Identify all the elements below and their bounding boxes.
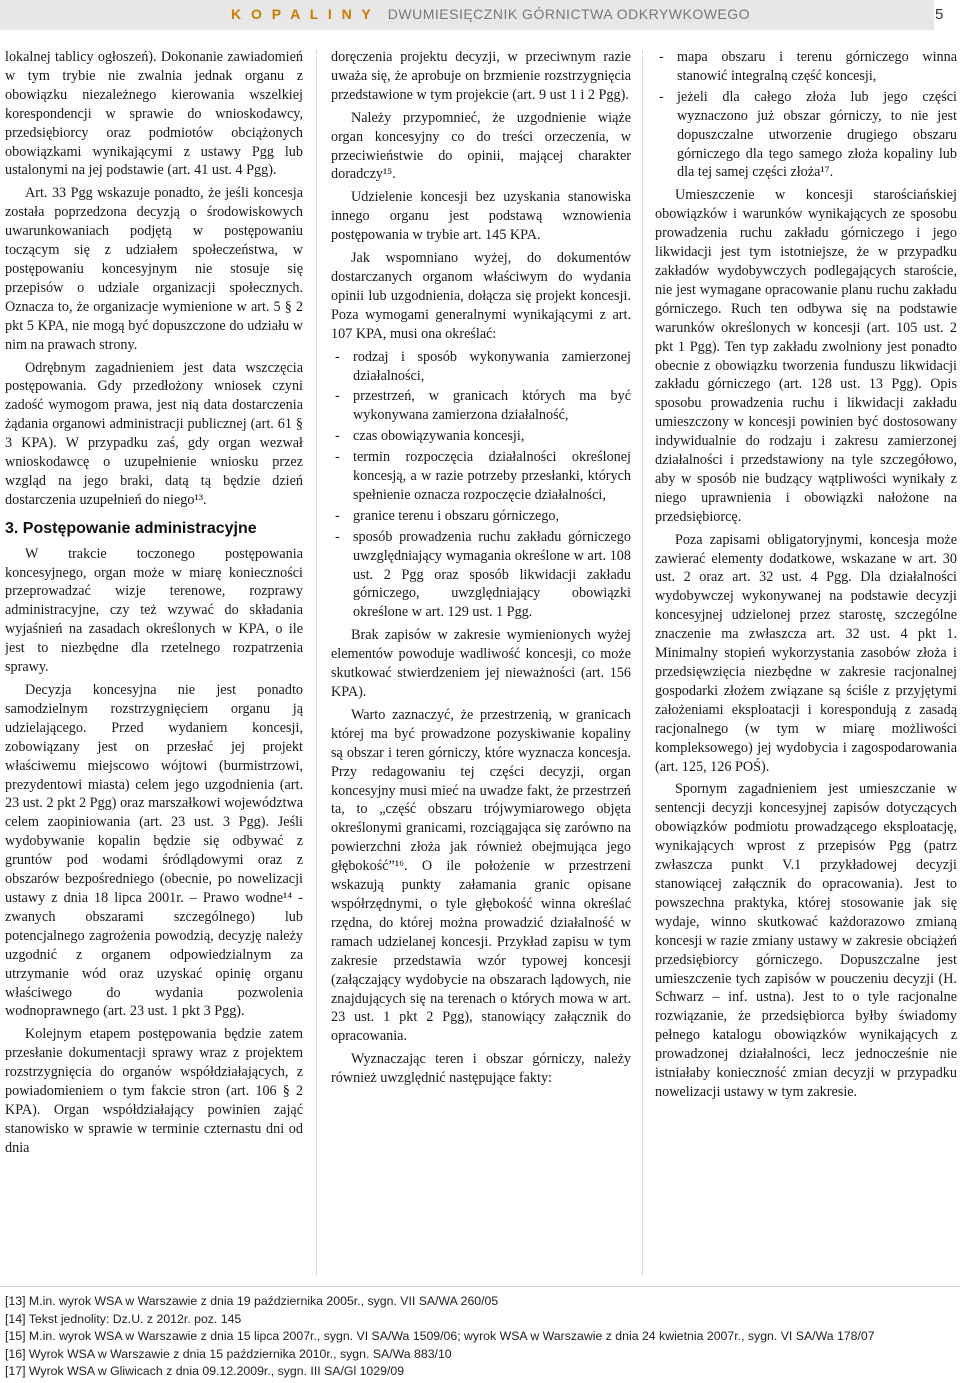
list-item: - granice terenu i obszaru górniczego, <box>331 507 631 526</box>
running-head <box>231 6 750 22</box>
paragraph: Warto zaznaczyć, że przestrzenią, w granicach której ma być prowadzone pozyskiwanie kopaliny są obszar i teren górniczy, które wyznacza koncesja. Przy redagowaniu tej części decyzji, organ koncesyjny musi mieć na uwadze fakt, że przestrzeń ta, to „część obszaru trójwymiarowego objęta określonymi granicami, rozciągająca się zarówno na powierzchni złoża jak również obejmująca jego głębokość”¹⁶. O ile położenie w przestrzeni wskazują punkty załamania granic opisane współrzędnymi, o tyle głębokość winna określać rzędna, do której można prowadzić działalność w ramach udzielanej koncesji. Przykład zapisu w tym zakresie przedstawia wzór typowej koncesji (załączający wydobycie na obszarach lądowych, nie znajdujących się na terenach o których mowa w art. 23 ust. 1 pkt 2 Pgg), stanowiący załącznik do opracowania. <box>331 706 631 1045</box>
paragraph: Odrębnym zagadnieniem jest data wszczęcia postępowania. Gdy przedłożony wniosek czyni zadość wymogom prawa, jest nią data dostarczenia żądania organowi administracji publicznej (art. 61 § 3 KPA). W przypadku zaś, gdy organ wezwał wnioskodawcę o uzupełnienie wniosku przez wzgląd na jego braki, datą tą będzie dzień dostarczenia uzupełnień do niego¹³. <box>5 359 303 508</box>
journal-brand: K O P A L I N Y <box>231 6 374 22</box>
paragraph: Art. 33 Pgg wskazuje ponadto, że jeśli koncesja została poprzedzona decyzją o środowiskowych uwarunkowaniach podjętą w postępowaniu toczącym się z udziałem społeczeństwa, w postępowaniu koncesyjnym nie stosuje się przepisów o udziale organizacji społecznych. Oznacza to, że organizacje wymienione w art. 5 § 2 pkt 5 KPA, nie mogą być dopuszczone do udziału w nim na prawach strony. <box>5 185 303 353</box>
paragraph: lokalnej tablicy ogłoszeń). Dokonanie zawiadomień w tym trybie nie zwalnia jednak organu z obowiązku niezależnego kierowania wszelkiej korespondencji w sprawie do wnioskodawcy, przedsiębiorcy oraz podmiotów obciążonych obowiązkami wynikającymi z ustawy Pgg lub ustalonymi na jej podstawie (art. 41 ust. 4 Pgg). <box>5 49 303 179</box>
list-item: - mapa obszaru i terenu górniczego winna stanowić integralną część koncesji, <box>655 48 957 86</box>
list-item: - przestrzeń, w granicach których ma być wykonywana zamierzona działalność, <box>331 387 631 425</box>
column-divider <box>642 50 643 1275</box>
footnote: [15] M.in. wyrok WSA w Warszawie z dnia 15 lipca 2007r., sygn. VI SA/Wa 1509/06; wyrok WSA w Warszawie z dnia 24 kwietnia 2007r., sygn. VI SA/Wa 178/07 <box>5 1329 875 1343</box>
list-item: - sposób prowadzenia ruchu zakładu górniczego uwzględniający wymagania określone w art. 108 ust. 2 Pgg oraz sposób likwidacji zakładu górniczego, uwzględniający obowiązki określone w art. 129 ust. 1 Pgg. <box>331 528 631 623</box>
page-number: 5 <box>935 6 944 23</box>
paragraph: Jak wspomniano wyżej, do dokumentów dostarczanych organom właściwym do wydania opinii lub uzgodnienia, dołącza się projekt koncesji. Poza wymogami generalnymi wynikającymi z art. 107 KPA, musi ona określać: <box>331 250 631 342</box>
paragraph: Decyzja koncesyjna nie jest ponadto samodzielnym rozstrzygnięciem organu ją udzielającego. Przed wydaniem koncesji, zobowiązany jest on przesłać jej projekt właściwemu miejscowo wójtowi (burmistrzowi, prezydentowi miasta) celem jego uzgodnienia (art. 23 ust. 2 pkt 2 Pgg) oraz marszałkowi województwa celem zaopiniowania (art. 23 ust. 3 Pgg). Jeśli wydobywanie kopalin będzie się odbywać z gruntów pod wodami śródlądowymi oraz z obszarów bezpośredniego (obecnie, po nowelizacji ustawy z dnia 18 lipca 2001r. – Prawo wodne¹⁴ - zwanych obszarami szczególnego) lub potencjalnego zagrożenia powodzią, decyzję należy uzgodnić z organem odpowiedzialnym za utrzymanie wód oraz uzyskać opinię organu właściwego do wydania pozwolenia wodnoprawnego (art. 23 ust. 1 pkt 3 Pgg). <box>5 682 303 1020</box>
page-header <box>0 0 960 30</box>
dash-list <box>331 348 631 623</box>
text-column-2 <box>331 48 631 1276</box>
footnote: [13] M.in. wyrok WSA w Warszawie z dnia 19 października 2005r., sygn. VII SA/WA 260/05 <box>5 1294 499 1308</box>
section-heading: 3. Postępowanie administracyjne <box>5 519 257 537</box>
paragraph: Spornym zagadnieniem jest umieszczanie w sentencji decyzji koncesyjnej zapisów dotyczących obowiązków podmiotu prowadzącego eksploatację, wynikających wprost z przepisów Pgg (patrz zwłaszcza punkt V.1 przykładowej decyzji stanowiącej załącznik do opracowania). Jest to powszechna praktyka, której stosowanie jak się wydaje, winno skutkować każdorazowo zmianą koncesji w razie zmiany ustawy w zakresie obciążeń przedsiębiorcy górniczego. Dopuszczalne jest umieszczenie tych zapisów w pouczeniu decyzji (H. Schwarz – inf. ustna). Jest to o tyle racjonalne rozwiązanie, że przedsiębiorca byłby świadomy pełnego katalogu obowiązków wynikających z prowadzonej działalności, lecz jednocześnie nie istniałaby konieczność zmian decyzji w przypadku nowelizacji ustawy w tym zakresie. <box>655 781 957 1100</box>
footnote: [16] Wyrok WSA w Warszawie z dnia 15 października 2010r., sygn. SA/Wa 883/10 <box>5 1346 452 1361</box>
dash-list <box>655 48 957 182</box>
journal-subtitle: DWUMIESIĘCZNIK GÓRNICTWA ODKRYWKOWEGO <box>387 6 751 22</box>
footnote-rule <box>0 1286 960 1287</box>
paragraph: Wyznaczając teren i obszar górniczy, należy również uwzględnić następujące fakty: <box>331 1051 631 1087</box>
paragraph: Kolejnym etapem postępowania będzie zatem przesłanie dokumentacji sprawy wraz z projektem rozstrzygnięcia do organów współdziałających, z powiadomieniem o tym fakcie stron (art. 106 § 2 KPA). Organ współdziałający powinien zająć stanowisko w sprawie w terminie czternastu dni od dnia <box>5 1026 303 1156</box>
footnote: [14] Tekst jednolity: Dz.U. z 2012r. poz. 145 <box>5 1311 242 1326</box>
text-column-3 <box>655 48 957 1276</box>
paragraph: Udzielenie koncesji bez uzyskania stanowiska innego organu jest podstawą wznowienia postępowania w trybie art. 145 KPA. <box>331 189 631 244</box>
list-item: - jeżeli dla całego złoża lub jego części wyznaczono już obszar górniczy, to nie jest dopuszczalne utworzenie drugiego obszaru górniczego dla tego samego złoża kopaliny lub dla tej samej części złoża¹⁷. <box>655 88 957 183</box>
paragraph: Poza zapisami obligatoryjnymi, koncesja może zawierać elementy dodatkowe, wskazane w art. 30 ust. 2 oraz art. 32 ust. 4 Pgg. Dla działalności wydobywczej wykonywanej na podstawie decyzji koncesyjnej udzielonej przez starostę, szczególne znaczenie ma zwłaszcza art. 32 ust. 4 pkt 1. Minimalny stopień wykorzystania zasobów złoża i przedsięwzięcia niezbędne w zakresie racjonalnej gospodarki złożem związane są ściśle z przyjętymi założeniami eksploatacji i korespondują z zasadą racjonalnego (w tym w miarę możliwości kompleksowego) jej wydobycia i zagospodarowania (art. 125, 126 POŚ). <box>655 531 957 775</box>
list-item: - rodzaj i sposób wykonywania zamierzonej działalności, <box>331 348 631 386</box>
list-item: - termin rozpoczęcia działalności określonej koncesją, a w razie potrzeby przesłanki, których spełnienie oznacza rozpoczęcie działalności, <box>331 448 631 505</box>
footnotes <box>5 1293 955 1381</box>
footnote: [17] Wyrok WSA w Gliwicach z dnia 09.12.2009r., sygn. III SA/Gl 1029/09 <box>5 1364 405 1378</box>
column-divider <box>316 50 317 1275</box>
paragraph: Należy przypomnieć, że uzgodnienie wiąże organ koncesyjny co do treści orzeczenia, w przeciwieństwie do opinii, mającej charakter doradczy¹⁵. <box>331 109 631 183</box>
text-column-1 <box>5 48 303 1276</box>
paragraph: W trakcie toczonego postępowania koncesyjnego, organ może w miarę konieczności przeprowadzać wizje terenowe, rozprawy administracyjne, czy też wzywać do składania wyjaśnień na zasadach określonych w KPA, o ile jest to niezbędne dla rzetelnego rozpatrzenia sprawy. <box>5 545 303 676</box>
paragraph: Umieszczenie w koncesji starościańskiej obowiązków i warunków wynikających ze sposobu prowadzenia ruchu zakładu górniczego i jego likwidacji jest tym istotniejsze, że w przypadku zakładów wydobywczych podlegających staroście, nie jest wymagane opracowanie planu ruchu zakładu górniczego. Ruch ten odbywa się na podstawie warunków określonych w koncesji (art. 105 ust. 2 pkt 1 Pgg). Ten typ zakładu zwolniony jest ponadto obecnie z obowiązku tworzenia funduszu likwidacji zakładu górniczego (art. 128 ust. 13 Pgg). Opis sposobu prowadzenia ruchu i likwidacji zakładu umieszczony w koncesji powinien być dostosowany indywidualnie do rodzaju i zakresu zamierzonej działalności i przedstawiony na tyle szczegółowo, aby w sposób nie budzący wątpliwości wynikały z niego uprawnienia i obowiązki nałożone na przedsiębiorcę. <box>655 187 957 525</box>
paragraph: Brak zapisów w zakresie wymienionych wyżej elementów powoduje wadliwość koncesji, co może skutkować stwierdzeniem jej nieważności (art. 156 KPA). <box>331 627 631 700</box>
paragraph: doręczenia projektu decyzji, w przeciwnym razie uważa się, że aprobuje on brzmienie rozstrzygnięcia przedstawione w tym projekcie (art. 9 ust 1 i 2 Pgg). <box>331 49 631 103</box>
list-item: - czas obowiązywania koncesji, <box>331 427 631 446</box>
